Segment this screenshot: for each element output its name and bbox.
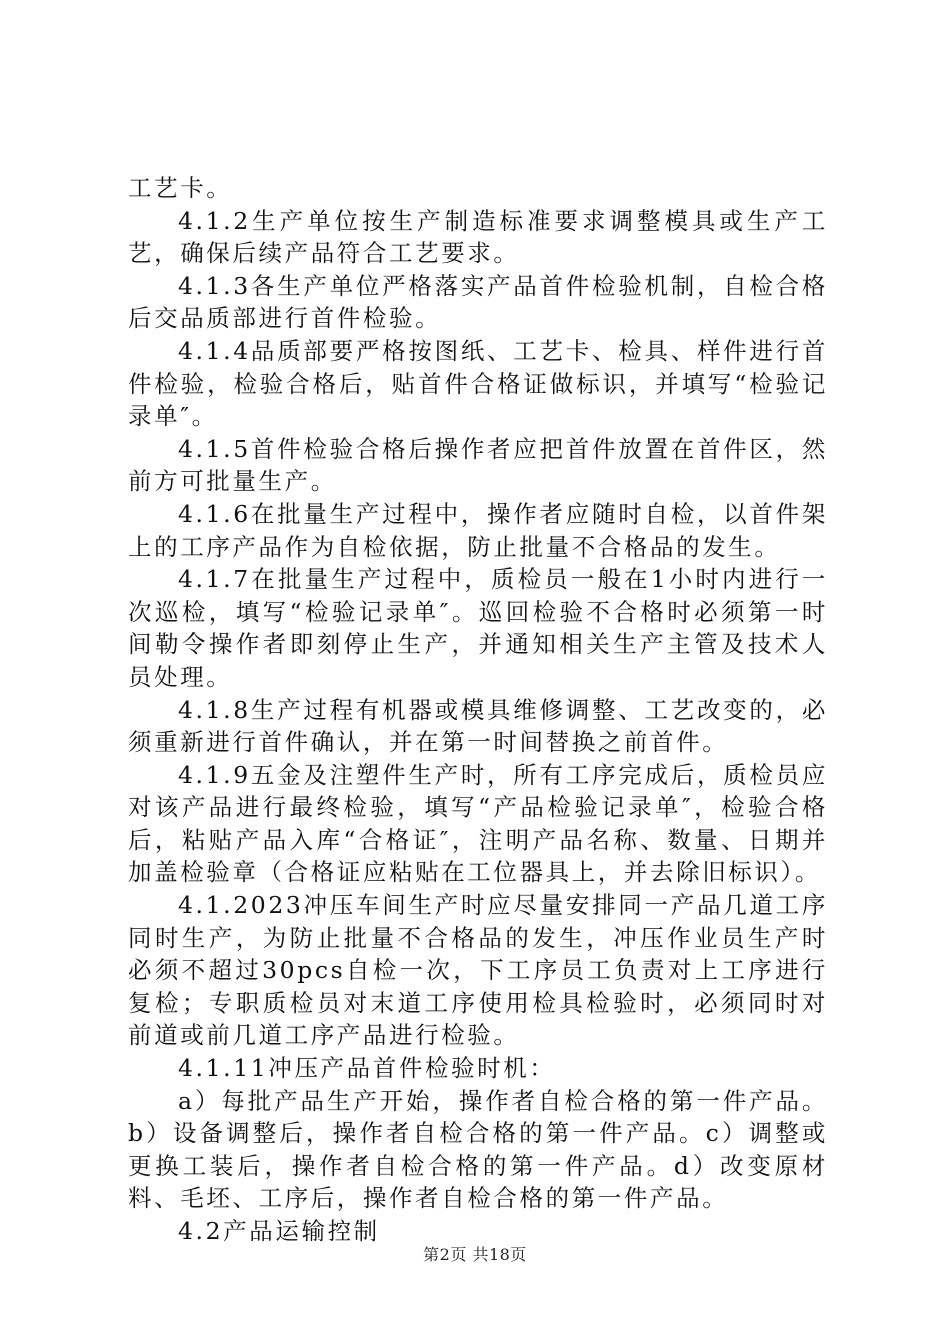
paragraph-4-1-5: 4.1.5首件检验合格后操作者应把首件放置在首件区，然前方可批量生产。 [128,434,828,496]
paragraph-4-1-9: 4.1.9五金及注塑件生产时，所有工序完成后，质检员应对该产品进行最终检验，填写“产品检验记录单″，检验合格后，粘贴产品入库“合格证″，注明产品名称、数量、日期并加盖检验章（合格证应粘贴在工位器具上，并去除旧标识）。 [128,760,828,887]
paragraph-4-1-10: 4.1.2023冲压车间生产时应尽量安排同一产品几道工序同时生产，为防止批量不合格品的发生，冲压作业员生产时必须不超过30pcs自检一次，下工序员工负责对上工序进行复检；专职质检员对末道工序使用检具检验时，必须同时对前道或前几道工序产品进行检验。 [128,891,828,1050]
paragraph-inspection-timing-list: a）每批产品生产开始，操作者自检合格的第一件产品。b）设备调整后，操作者自检合格的第一件产品。c）调整或更换工装后，操作者自检合格的第一件产品。d）改变原材料、毛坯、工序后，操作者自检合格的第一件产品。 [128,1086,828,1213]
paragraph-4-1-8: 4.1.8生产过程有机器或模具维修调整、工艺改变的，必须重新进行首件确认，并在第一时间替换之前首件。 [128,695,828,757]
document-body [128,172,828,1248]
paragraph-continuation: 工艺卡。 [128,174,233,202]
paragraph-4-1-7: 4.1.7在批量生产过程中，质检员一般在1小时内进行一次巡检，填写“检验记录单″。巡回检验不合格时必须第一时间勒令操作者即刻停止生产，并通知相关生产主管及技术人员处理。 [128,565,828,691]
paragraph-4-1-3: 4.1.3各生产单位严格落实产品首件检验机制，自检合格后交品质部进行首件检验。 [128,271,828,333]
page-number: 第2页 共18页 [423,1245,527,1264]
paragraph-4-1-11: 4.1.11冲压产品首件检验时机： [178,1054,556,1083]
paragraph-4-1-2: 4.1.2生产单位按生产制造标准要求调整模具或生产工艺，确保后续产品符合工艺要求。 [128,206,828,268]
paragraph-4-1-6: 4.1.6在批量生产过程中，操作者应随时自检，以首件架上的工序产品作为自检依据，防止批量不合格品的发生。 [128,499,828,561]
section-heading-4-2: 4.2产品运输控制 [178,1217,380,1245]
page-footer [0,1242,950,1265]
paragraph-4-1-4: 4.1.4品质部要严格按图纸、工艺卡、检具、样件进行首件检验，检验合格后，贴首件合格证做标识，并填写“检验记录单″。 [128,336,828,431]
